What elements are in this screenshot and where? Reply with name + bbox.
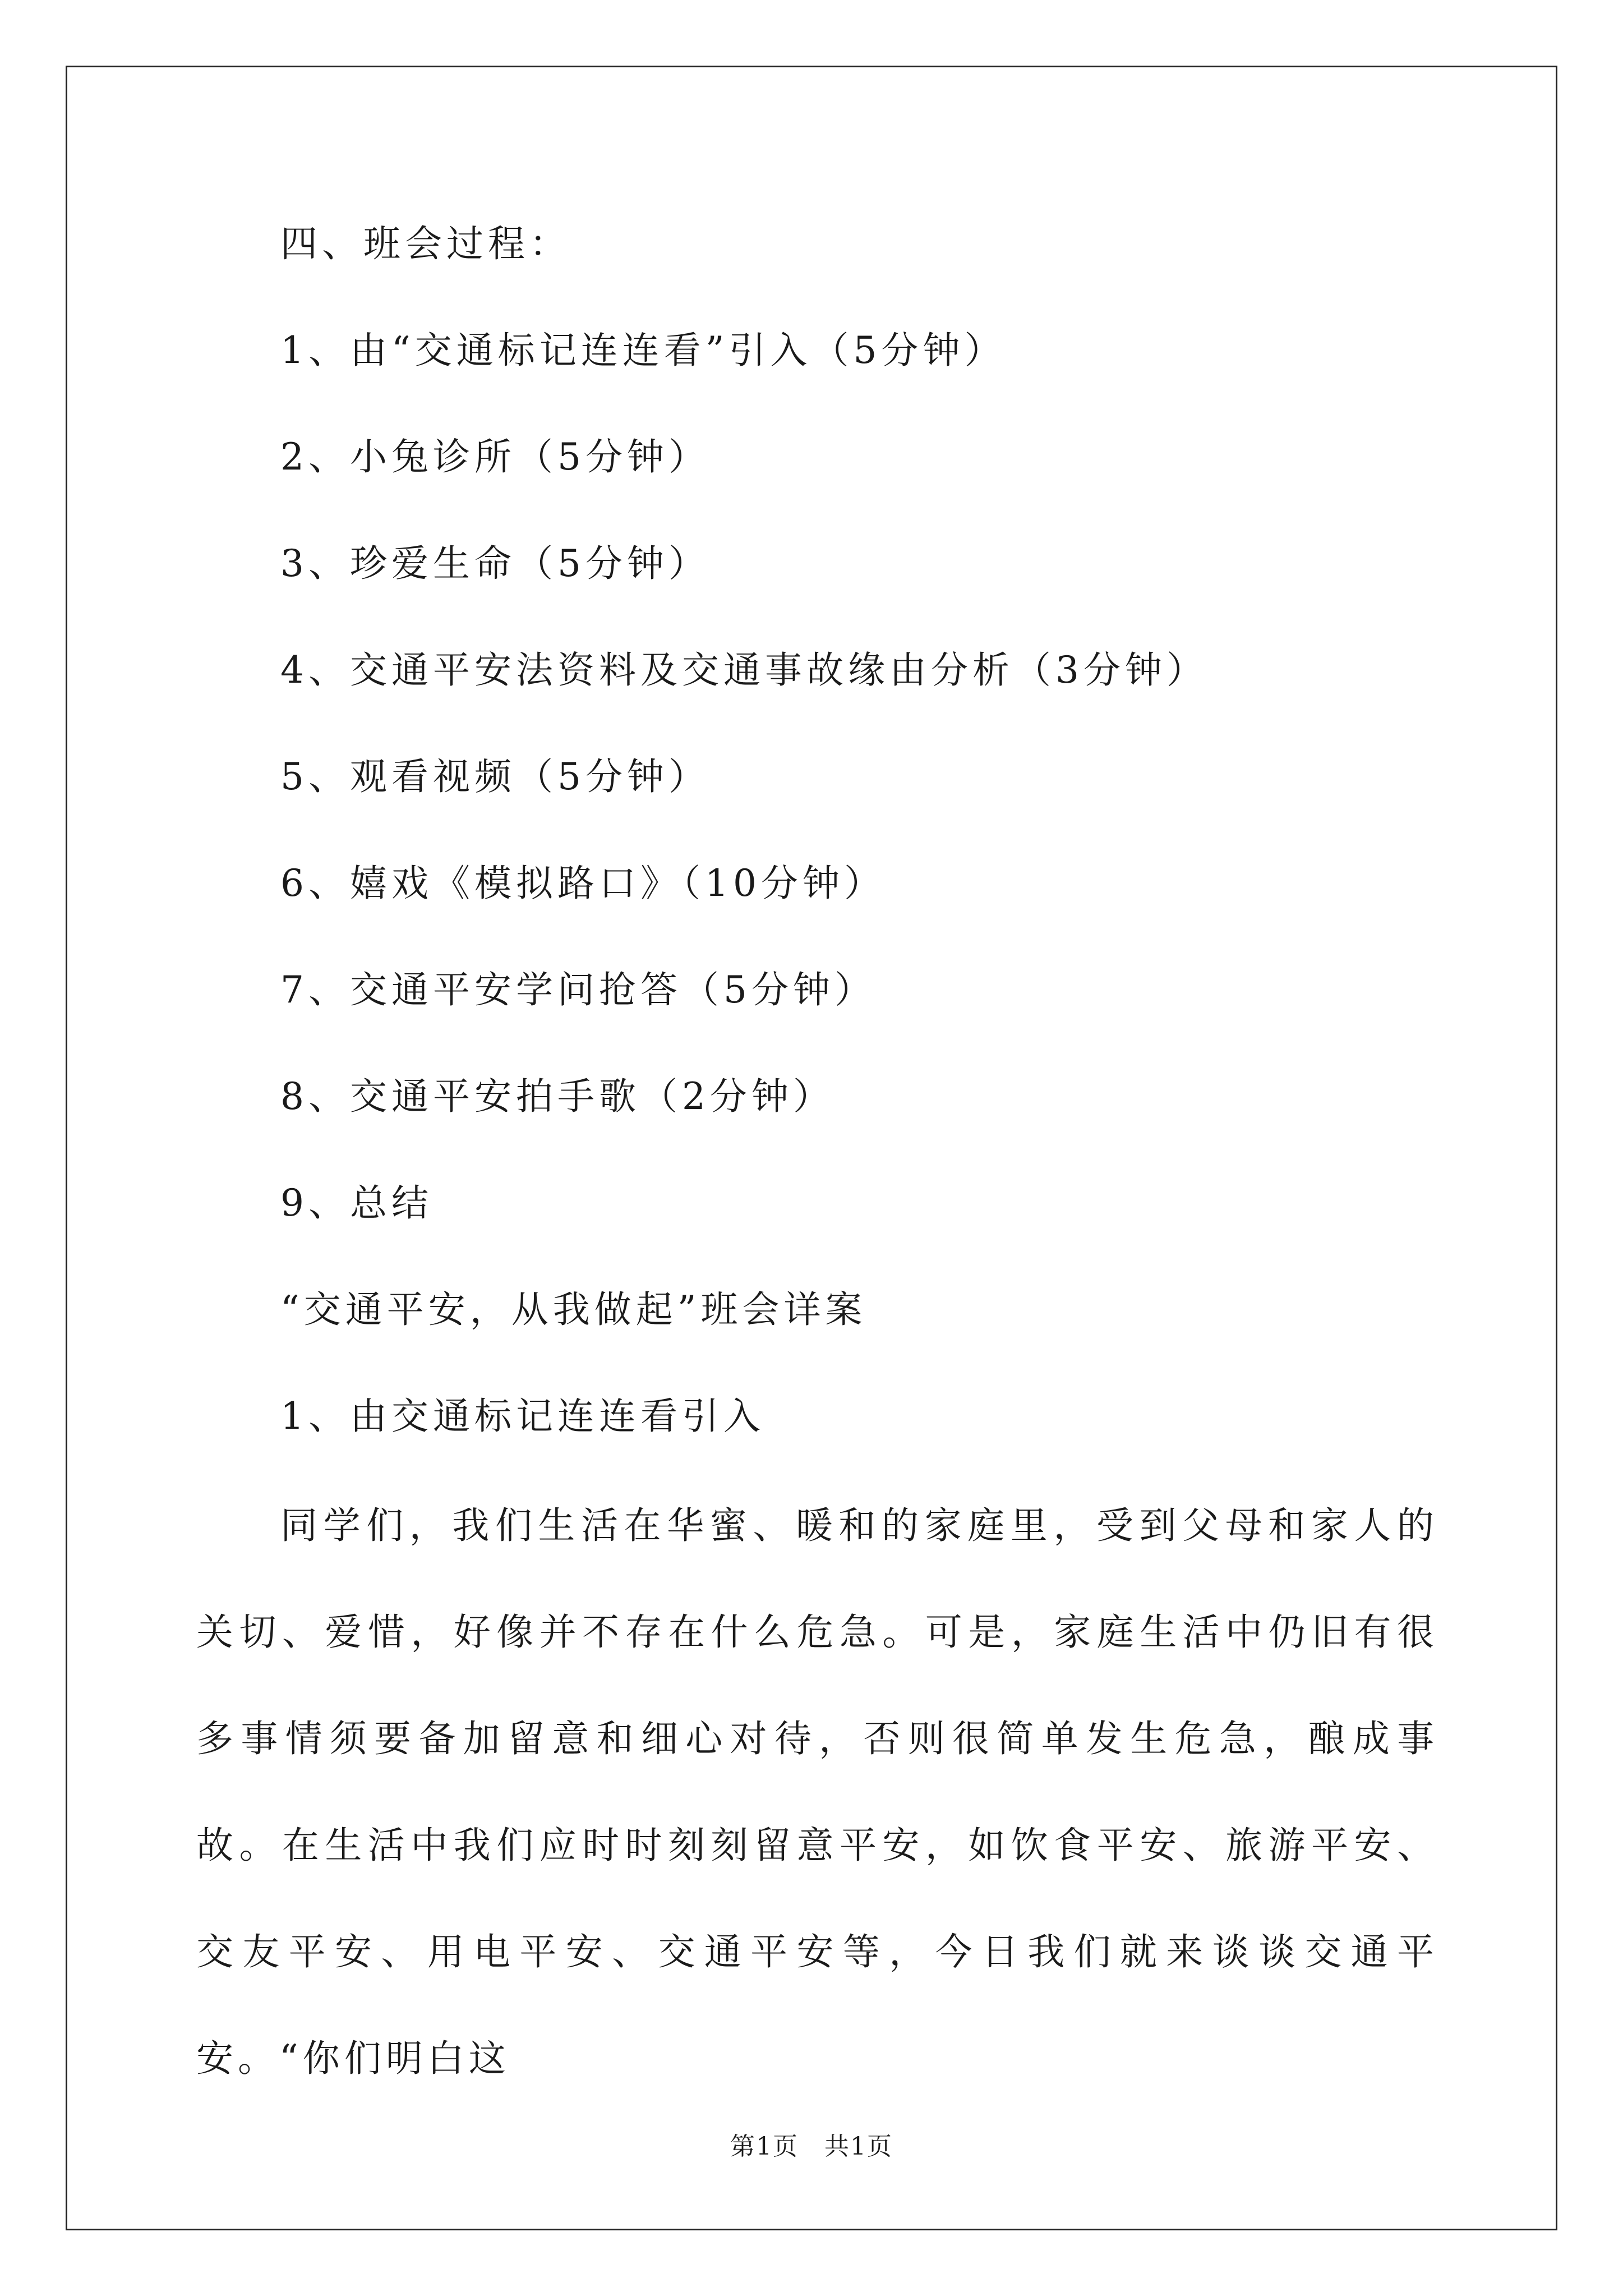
body-paragraph: 同学们，我们生活在华蜜、暖和的家庭里，受到父母和家人的关切、爱惜，好像并不存在什么危急。可是，家庭生活中仍旧有很多事情须要备加留意和细心对待，否则很简单发生危急，酿成事故。在生活中我们应时时刻刻留意平安，如饮食平安、旅游平安、交友平安、用电平安、交通平安等，今日我们就来谈谈交通平安。“你们明白这 bbox=[196, 1504, 1438, 2080]
detail-title: “交通平安，从我做起”班会详案 bbox=[280, 1288, 867, 1331]
page-footer: 第1页 共1页 bbox=[730, 2132, 893, 2161]
agenda-item: 8、交通平安拍手歌（2分钟） bbox=[280, 1075, 834, 1118]
agenda-item: 9、总结 bbox=[280, 1181, 433, 1225]
agenda-item: 7、交通平安学问抢答（5分钟） bbox=[280, 968, 876, 1011]
agenda-item: 4、交通平安法资料及交通事故缘由分析（3分钟） bbox=[280, 648, 1208, 692]
agenda-item: 1、由“交通标记连连看”引入（5分钟） bbox=[280, 329, 1006, 372]
agenda-item: 6、嬉戏《模拟路口》（10分钟） bbox=[280, 862, 886, 905]
agenda-item: 5、观看视频（5分钟） bbox=[280, 755, 710, 798]
agenda-item: 3、珍爱生命（5分钟） bbox=[280, 542, 710, 585]
sub-heading: 1、由交通标记连连看引入 bbox=[280, 1395, 765, 1438]
section-heading: 四、班会过程： bbox=[280, 222, 571, 265]
document-body bbox=[196, 213, 1438, 2112]
agenda-item: 2、小兔诊所（5分钟） bbox=[280, 435, 710, 478]
